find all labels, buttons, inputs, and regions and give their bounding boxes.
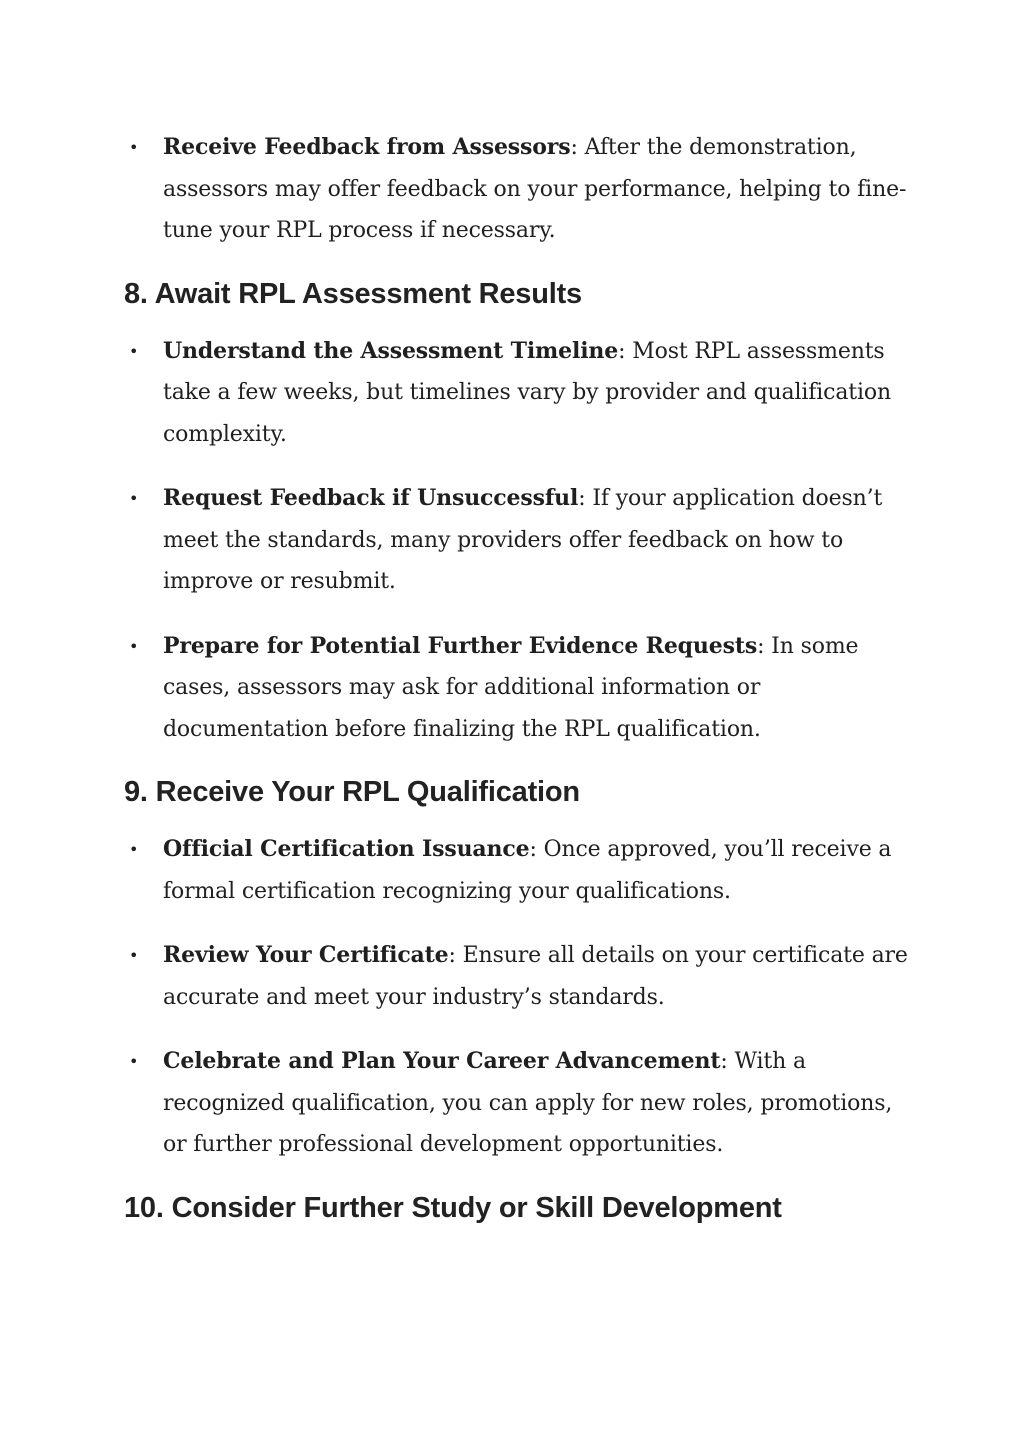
bullet-icon: •: [129, 489, 139, 508]
list-item: [124, 1041, 914, 1166]
list-item-text: : With a recognized qualification, you can apply for new roles, promotions, or further professional development opportunities.: [163, 1049, 893, 1157]
list-item: [124, 331, 914, 456]
list-item-term: Review Your Certificate: [163, 942, 449, 968]
list-item-term: Celebrate and Plan Your Career Advancement: [163, 1048, 721, 1074]
bullet-icon: •: [129, 840, 139, 859]
document-content: [124, 127, 914, 1245]
bullet-icon: •: [129, 1052, 139, 1071]
list-item-text: : Most RPL assessments take a few weeks, but timelines vary by provider and qualification complexity.: [163, 338, 891, 447]
section-8-list: [124, 331, 914, 751]
bullet-icon: •: [129, 341, 139, 361]
list-item: [124, 626, 914, 751]
list-item-text: : Ensure all details on your certificate are accurate and meet your industry’s standards.: [163, 943, 908, 1010]
list-item-term: Official Certification Issuance: [163, 836, 530, 862]
list-item: [124, 829, 914, 912]
list-item-term: Understand the Assessment Timeline: [163, 337, 619, 364]
section-heading-9: 9. Receive Your RPL Qualification: [124, 776, 580, 808]
list-item: [124, 127, 914, 252]
section-heading-8: 8. Await RPL Assessment Results: [124, 277, 582, 310]
list-item-text: : If your application doesn’t meet the standards, many providers offer feedback on how to improve or resubmit.: [163, 486, 883, 594]
list-item-text: : In some cases, assessors may ask for additional information or documentation before finalizing the RPL qualification.: [163, 633, 859, 742]
intro-list: [124, 127, 914, 252]
section-9-list: [124, 829, 914, 1166]
section-heading-10: 10. Consider Further Study or Skill Development: [124, 1191, 782, 1224]
list-item-term: Prepare for Potential Further Evidence Requests: [163, 632, 758, 659]
bullet-icon: •: [129, 946, 139, 965]
bullet-icon: •: [129, 138, 139, 157]
list-item: [124, 478, 914, 603]
list-item-term: Request Feedback if Unsuccessful: [163, 485, 579, 511]
list-item: [124, 935, 914, 1018]
bullet-icon: •: [129, 636, 139, 656]
list-item-term: Receive Feedback from Assessors: [163, 134, 571, 160]
list-item-text: : After the demonstration, assessors may offer feedback on your performance, helping to fine-tune your RPL process if necessary.: [163, 135, 907, 243]
list-item-text: : Once approved, you’ll receive a formal certification recognizing your qualifications.: [163, 837, 892, 904]
